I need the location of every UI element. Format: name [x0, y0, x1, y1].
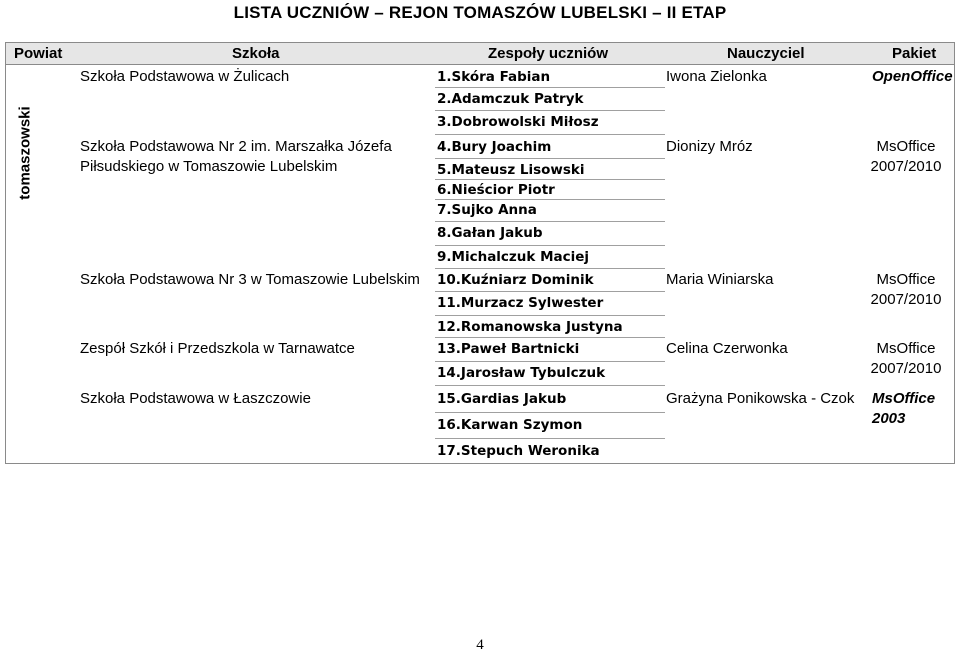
package-line1: MsOffice — [876, 340, 936, 357]
table-header — [6, 43, 954, 65]
school-name-line1: Szkoła Podstawowa Nr 2 im. Marszałka Józefa — [80, 138, 392, 155]
divider — [435, 110, 665, 111]
package: OpenOffice — [872, 68, 953, 85]
school-name: Szkoła Podstawowa Nr 3 w Tomaszowie Lubelskim — [80, 271, 420, 288]
package-line1: MsOffice — [876, 138, 936, 155]
school-name: Szkoła Podstawowa w Żulicach — [80, 68, 290, 85]
header-nauczyciel: Nauczyciel — [727, 45, 805, 62]
teacher-name: Dionizy Mróz — [666, 138, 753, 155]
divider — [435, 337, 665, 338]
student-item: 16.Karwan Szymon — [437, 417, 583, 433]
header-zespoly: Zespoły uczniów — [488, 45, 609, 62]
school-name-line2: Piłsudskiego w Tomaszowie Lubelskim — [80, 158, 338, 175]
package-line2: 2007/2010 — [870, 158, 942, 175]
divider — [435, 361, 665, 362]
divider — [435, 245, 665, 246]
package-line1: MsOffice — [872, 390, 936, 407]
student-item: 5.Mateusz Lisowski — [437, 162, 585, 178]
divider — [435, 221, 665, 222]
student-item: 1.Skóra Fabian — [437, 69, 551, 85]
package-line2: 2007/2010 — [870, 360, 942, 377]
divider — [435, 412, 665, 413]
powiat-text: tomaszowski — [16, 106, 34, 200]
divider — [435, 179, 665, 180]
student-item: 15.Gardias Jakub — [437, 391, 567, 407]
divider — [435, 158, 665, 159]
header-powiat: Powiat — [14, 45, 63, 62]
student-item: 6.Nieścior Piotr — [437, 182, 555, 198]
teacher-name: Grażyna Ponikowska - Czok — [666, 390, 855, 407]
student-item: 17.Stepuch Weronika — [437, 443, 600, 459]
divider — [435, 385, 665, 386]
header-pakiet: Pakiet — [892, 45, 937, 62]
page-title: LISTA UCZNIÓW – REJON TOMASZÓW LUBELSKI – II ETAP — [233, 3, 727, 22]
package-line2: 2007/2010 — [870, 291, 942, 308]
divider — [435, 87, 665, 88]
divider — [435, 315, 665, 316]
package-line1: MsOffice — [876, 271, 936, 288]
page-number: 4 — [476, 637, 484, 653]
divider — [435, 291, 665, 292]
powiat-label — [10, 103, 40, 203]
teacher-name: Iwona Zielonka — [666, 68, 767, 85]
divider — [435, 438, 665, 439]
student-item: 4.Bury Joachim — [437, 139, 552, 155]
student-item: 9.Michalczuk Maciej — [437, 249, 590, 265]
divider — [435, 268, 665, 269]
student-item: 14.Jarosław Tybulczuk — [437, 365, 606, 381]
package-line2: 2003 — [872, 410, 906, 427]
student-item: 10.Kuźniarz Dominik — [437, 272, 594, 288]
student-item: 12.Romanowska Justyna — [437, 319, 623, 335]
student-item: 3.Dobrowolski Miłosz — [437, 114, 599, 130]
students-table — [5, 42, 955, 464]
school-name: Zespół Szkół i Przedszkola w Tarnawatce — [80, 340, 355, 357]
student-item: 11.Murzacz Sylwester — [437, 295, 604, 311]
teacher-name: Maria Winiarska — [666, 271, 774, 288]
teacher-name: Celina Czerwonka — [666, 340, 788, 357]
student-item: 2.Adamczuk Patryk — [437, 91, 584, 107]
divider — [435, 134, 665, 135]
student-item: 8.Gałan Jakub — [437, 225, 543, 241]
student-item: 7.Sujko Anna — [437, 202, 537, 218]
header-szkola: Szkoła — [232, 45, 280, 62]
school-name: Szkoła Podstawowa w Łaszczowie — [80, 390, 311, 407]
student-item: 13.Paweł Bartnicki — [437, 341, 580, 357]
divider — [435, 199, 665, 200]
